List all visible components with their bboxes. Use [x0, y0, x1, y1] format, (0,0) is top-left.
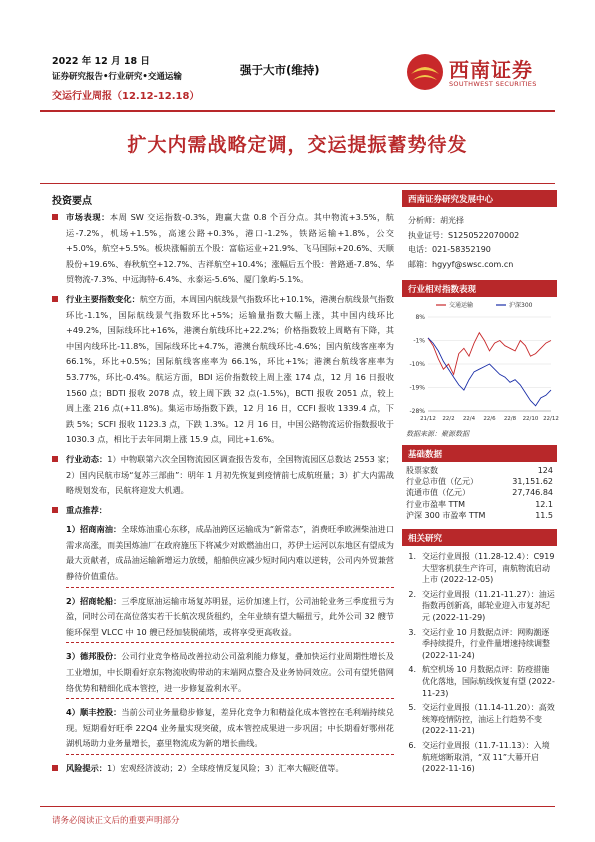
row-label: 沪深 300 市盈率 TTM	[406, 510, 486, 520]
bullet-recommendations	[46, 503, 394, 519]
analyst-email[interactable]: 邮箱：hgyyf@swsc.com.cn	[408, 259, 514, 269]
recommendation-label: 4）顺丰控股：	[66, 707, 122, 718]
footer-disclaimer: 请务必阅读正文后的重要声明部分	[52, 816, 180, 826]
summary-column	[46, 210, 394, 781]
analyst-heading: 西南证券研究发展中心	[402, 190, 557, 207]
company-logo	[405, 48, 555, 98]
chart-x-tick-label: 21/12	[420, 416, 436, 422]
related-item[interactable]	[404, 589, 555, 624]
logo-emblem-icon	[405, 52, 445, 92]
row-value: 12.1	[535, 499, 553, 509]
basic-data-row	[402, 476, 557, 487]
recommendation-item	[66, 649, 394, 699]
bullet-indices	[46, 292, 394, 448]
bullet-label: 行业动态：	[66, 453, 108, 464]
report-type: 证券研究报告•行业研究•交通运输	[52, 72, 182, 82]
chart-legend-label: 交通运输	[449, 302, 474, 309]
related-num: 4.	[408, 665, 416, 675]
bullet-label: 市场表现：	[66, 212, 110, 222]
related-num: 3.	[408, 627, 416, 637]
bullet-label: 行业主要指数变化：	[66, 293, 140, 304]
related-text: 交运行业周报（11.7-11.13）：入境航班熔断取消，“双 11”大幕开启 (2022-11-16)	[422, 740, 550, 774]
row-label: 行业总市值（亿元）	[406, 477, 478, 487]
relative-index-chart	[402, 297, 557, 427]
related-text: 交运行业 10 月数据点评：网购潮逐季持续提升，行业件量增速持续调整 (2022-11-24)	[422, 627, 550, 660]
relative-index-section	[402, 280, 557, 441]
recommendation-label: 1）招商南油：	[66, 524, 122, 535]
bullet-risk	[46, 761, 394, 777]
chart-y-tick-label: 8%	[415, 314, 425, 321]
row-label: 股票家数	[406, 466, 438, 475]
row-value: 11.5	[535, 510, 553, 520]
recommendation-label: 2）招商轮船：	[66, 595, 122, 606]
chart-x-tick-label: 22/4	[462, 416, 476, 422]
related-research-section	[402, 529, 557, 775]
chart-x-tick-label: 22/12	[543, 416, 559, 422]
basic-data-heading: 基础数据	[402, 445, 557, 462]
basic-data-row	[402, 465, 557, 476]
related-list	[402, 546, 557, 775]
chart-x-tick-label: 22/2	[442, 416, 455, 422]
bullet-text: 本周 SW 交运指数-0.3%，跑赢大盘 0.8 个百分点。其中物流+3.5%，航运-7.2%，机场+1.5%，高速公路+0.3%，港口-1.2%，铁路运输+1.8%，公交+5.0%，航空+5.5%。板块涨幅前五个股：富临运业+21.9%、飞马国际+20.6%、天顺股份+19.6%、春秋航空+12.7%、吉祥航空+10.4%；涨幅后五个股：普路通-7.8%、华贸物流-7.3%、中远海特-6.4%、永泰运-5.6%、厦门象屿-5.1%。	[66, 212, 394, 285]
chart-heading: 行业相对指数表现	[402, 280, 557, 297]
recommendation-text: 当前公司业务量稳步修复，差异化竞争力和精益化成本管控在毛利端持续兑现。短期看好旺季 22Q4 业务量实现突破，成本管控成果进一步巩固；中长期看好鄂州花湖机场助力业务量增长，嘉里物流成为新的增长曲线。	[66, 707, 394, 749]
related-text: 交运行业周报（11.28-12.4）：C919 大型客机获生产许可，南航物流启动上市 (2022-12-05)	[422, 552, 555, 585]
related-text: 交运行业周报（11.14-11.20）：高效统筹疫情防控，油运上行趋势不变 (2022-11-21)	[422, 703, 555, 736]
related-heading: 相关研究	[402, 529, 557, 546]
chart-legend-label: 沪深300	[509, 302, 533, 309]
header-divider	[40, 110, 555, 112]
analyst-license: 执业证号：S1250522070002	[408, 230, 520, 240]
chart-series-line	[428, 338, 551, 406]
row-value: 31,151.62	[512, 477, 553, 487]
analyst-info	[402, 207, 557, 272]
chart-x-tick-label: 22/10	[522, 416, 539, 422]
related-num: 5.	[408, 703, 416, 713]
row-label: 行业市盈率 TTM	[406, 499, 466, 509]
basic-data-section	[402, 445, 557, 521]
row-value: 124	[537, 466, 553, 475]
recommendation-text: 全球炼油重心东移，成品油跨区运输成为“新常态”，消费旺季欧洲柴油进口需求高涨，而美国炼油厂在政府施压下将减少对欧燃油出口，苏伊士运河以东地区有望成为最大贡献者，成品油运输新增运力放缓，船舶供应减少短时间内难以逆转，公司内外贸兼营静待价值重估。	[66, 524, 394, 582]
bullet-market	[46, 210, 394, 288]
report-title: 扩大内需战略定调，交运提振蓄势待发	[127, 134, 468, 156]
bullet-dynamics	[46, 452, 394, 499]
logo-text-cn: 西南证券	[449, 58, 533, 82]
analyst-phone: 电话：021-58352190	[408, 245, 491, 254]
related-num: 1.	[408, 552, 416, 562]
related-text: 交运行业周报（11.21-11.27）：油运指数再创新高，邮轮业迎入市复苏纪元 (2022-11-29)	[422, 589, 555, 622]
analyst-name: 分析师：胡光择	[408, 216, 464, 225]
footer-divider	[40, 806, 555, 807]
recommendation-item	[66, 522, 394, 587]
bullet-label: 重点推荐：	[66, 504, 107, 515]
recommendation-label: 3）德邦股份：	[66, 651, 122, 662]
bullet-text: 1）中物联第六次全国物流园区调查报告发布，全国物流园区总数达 2553 家；2）国内民航市场“复苏三部曲”：明年 1 月初先恢复到疫情前七成航班量；3）扩大内需战略规划发布，民航将迎发大机遇。	[66, 453, 394, 496]
recommendations-list	[46, 522, 394, 755]
related-num: 6.	[408, 740, 416, 750]
chart-svg	[402, 297, 557, 427]
related-text: 航空机场 10 月数据点评：防疫措施优化落地，国际航线恢复有望 (2022-11-23)	[422, 665, 555, 698]
related-item[interactable]	[404, 627, 555, 662]
chart-y-tick-label: -10%	[409, 361, 425, 368]
recommendation-text: 公司行业竞争格局改善拉动公司盈利能力修复，叠加快运行业周期性增长及工业增加，中长期看好京东物流收购带动的末端网点整合及业务协同效应。公司有望凭借网络优势和精细化成本管控，进一步修复盈利水平。	[66, 651, 394, 693]
bullet-label: 风险提示：	[66, 763, 107, 773]
recommendation-item	[66, 705, 394, 755]
summary-heading: 投资要点	[52, 196, 92, 207]
chart-y-tick-label: -1%	[413, 337, 425, 345]
recommendation-text: 三季度原油运输市场复苏明显，运价加速上行，公司油轮业务三季度扭亏为盈，同时公司在高位落实若干长航次现货租约，全年业绩有望大幅扭亏，此外公司 32 艘节能环保型 VLCC 中 10 艘已经加装脱硫塔，或将享受更高收益。	[66, 595, 394, 637]
report-date: 2022 年 12 月 18 日	[52, 56, 150, 67]
related-item[interactable]	[404, 702, 555, 737]
bullet-text: 1）宏观经济波动；2）全球疫情反复风险；3）汇率大幅贬值等。	[106, 763, 344, 773]
weekly-label: 交运行业周报（12.12-12.18）	[52, 91, 200, 102]
chart-series-line	[428, 333, 551, 375]
bullet-text: 航空方面，本周国内航线景气指数环比+10.1%，港澳台航线景气指数环比-1.1%，国际航线景气指数环比+5%；运输量指数大幅上涨，其中国内线环比+49.2%，国际线环比+16%，港澳台航线环比+22.2%；价格指数较上周略有下降，其中国内线环比-11.8%，国际线环比+4.7%，港澳台航线环比-4.6%；国内航线客座率为 66.1%，环比+0.5%；国际航线客座率为 66.1%，环比+1%；港澳台航线客座率为 53.77%，环比-0.4%。航运方面，BDI 运价指数较上周上涨 174 点，12 月 16 日报收 1560 点；BDTI 报收 2078 点，较上周下跌 32 点(-1.5%)，BCTI 报收 2051 点，较上周上涨 216 点(+11.8%)。集运市场指数下跌，12 月 16 日，CCFI 报收 1339.4 点，下跌 5%；SCFI 报收 1123.3 点，下跌 1.3%。12 月 16 日，中国公路物流运价指数报收于 1030.3 点，相比于去年同期上涨 15.9 点，同比+1.6%。	[66, 293, 394, 445]
chart-source: 数据来源：聚源数据	[406, 430, 469, 438]
chart-y-tick-label: -19%	[409, 384, 425, 392]
row-value: 27,746.84	[512, 488, 553, 498]
rating: 强于大市(维持)	[240, 63, 320, 77]
related-item[interactable]	[404, 740, 555, 775]
related-num: 2.	[408, 589, 416, 599]
basic-data-row	[402, 499, 557, 510]
logo-text-en: SOUTHWEST SECURITIES	[449, 80, 537, 88]
chart-x-tick-label: 22/8	[503, 416, 517, 422]
recommendation-item	[66, 594, 394, 644]
row-label: 流通市值（亿元）	[406, 488, 470, 498]
related-item[interactable]	[404, 551, 555, 586]
related-item[interactable]	[404, 664, 555, 699]
sidebar	[402, 190, 557, 778]
chart-y-tick-label: -28%	[409, 408, 425, 415]
title-divider	[40, 183, 555, 184]
basic-data-table	[402, 462, 557, 521]
basic-data-row	[402, 510, 557, 521]
basic-data-row	[402, 487, 557, 498]
chart-x-tick-label: 22/6	[483, 416, 496, 422]
